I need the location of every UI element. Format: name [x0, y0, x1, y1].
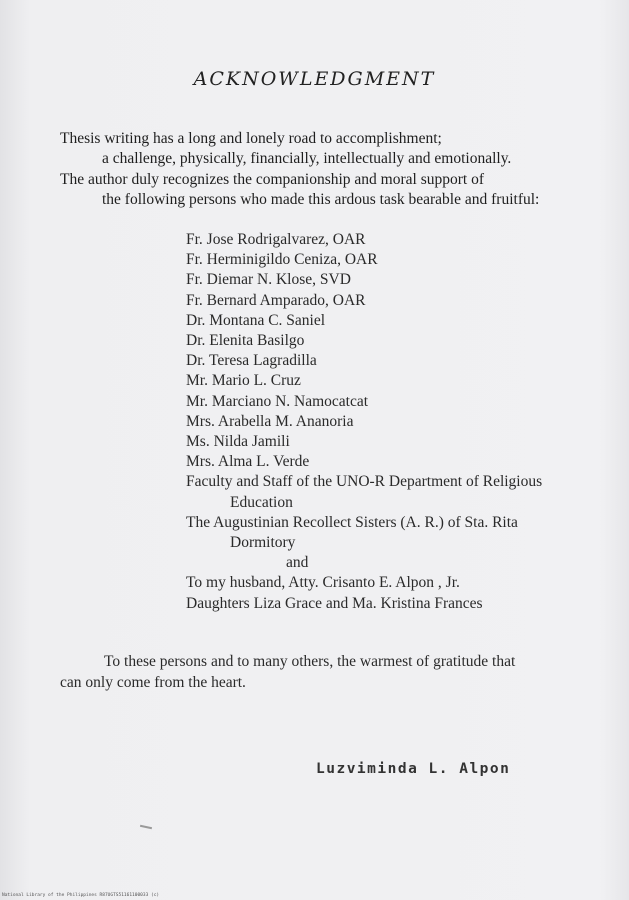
list-item: Mrs. Alma L. Verde: [186, 453, 310, 471]
list-item: The Augustinian Recollect Sisters (A. R.) of Sta. Rita: [186, 513, 518, 531]
list-item: Mr. Mario L. Cruz: [186, 372, 301, 390]
list-item: Fr. Herminigildo Ceniza, OAR: [186, 251, 378, 269]
intro-line: the following persons who made this ardous task bearable and fruitful:: [102, 191, 540, 208]
list-item: Faculty and Staff of the UNO-R Department of Religious: [186, 473, 543, 491]
conjunction: and: [286, 554, 309, 572]
intro-line: a challenge, physically, financially, intellectually and emotionally.: [102, 150, 512, 167]
list-item: Fr. Bernard Amparado, OAR: [186, 291, 366, 309]
intro-line: The author duly recognizes the companionship and moral support of: [60, 171, 484, 188]
list-item: Dr. Montana C. Saniel: [186, 311, 326, 329]
list-item: Dr. Teresa Lagradilla: [186, 352, 317, 370]
closing-line: To these persons and to many others, the warmest of gratitude that: [104, 653, 516, 670]
page-title: ACKNOWLEDGMENT: [193, 68, 436, 90]
list-item: Fr. Jose Rodrigalvarez, OAR: [186, 231, 366, 248]
list-item: Mrs. Arabella M. Ananoria: [186, 412, 354, 430]
intro-line: Thesis writing has a long and lonely road to accomplishment;: [60, 130, 442, 147]
acknowledged-names-list: [186, 230, 542, 614]
stray-pen-mark: [140, 825, 152, 829]
list-item: Fr. Diemar N. Klose, SVD: [186, 271, 351, 289]
list-item: Ms. Nilda Jamili: [186, 433, 290, 451]
list-item: Mr. Marciano N. Namocatcat: [186, 392, 369, 410]
list-item: To my husband, Atty. Crisanto E. Alpon , Jr.: [186, 574, 460, 592]
list-item: Daughters Liza Grace and Ma. Kristina Frances: [186, 594, 483, 612]
author-signature: Luzviminda L. Alpon: [316, 761, 511, 777]
list-item-continuation: Education: [230, 493, 293, 511]
closing-line: can only come from the heart.: [60, 674, 246, 691]
list-item: Dr. Elenita Basilgo: [186, 332, 305, 350]
scan-footer: National Library of the Philippines R87UGTS51161100033 (c): [2, 893, 160, 898]
list-item-continuation: Dormitory: [230, 534, 296, 552]
